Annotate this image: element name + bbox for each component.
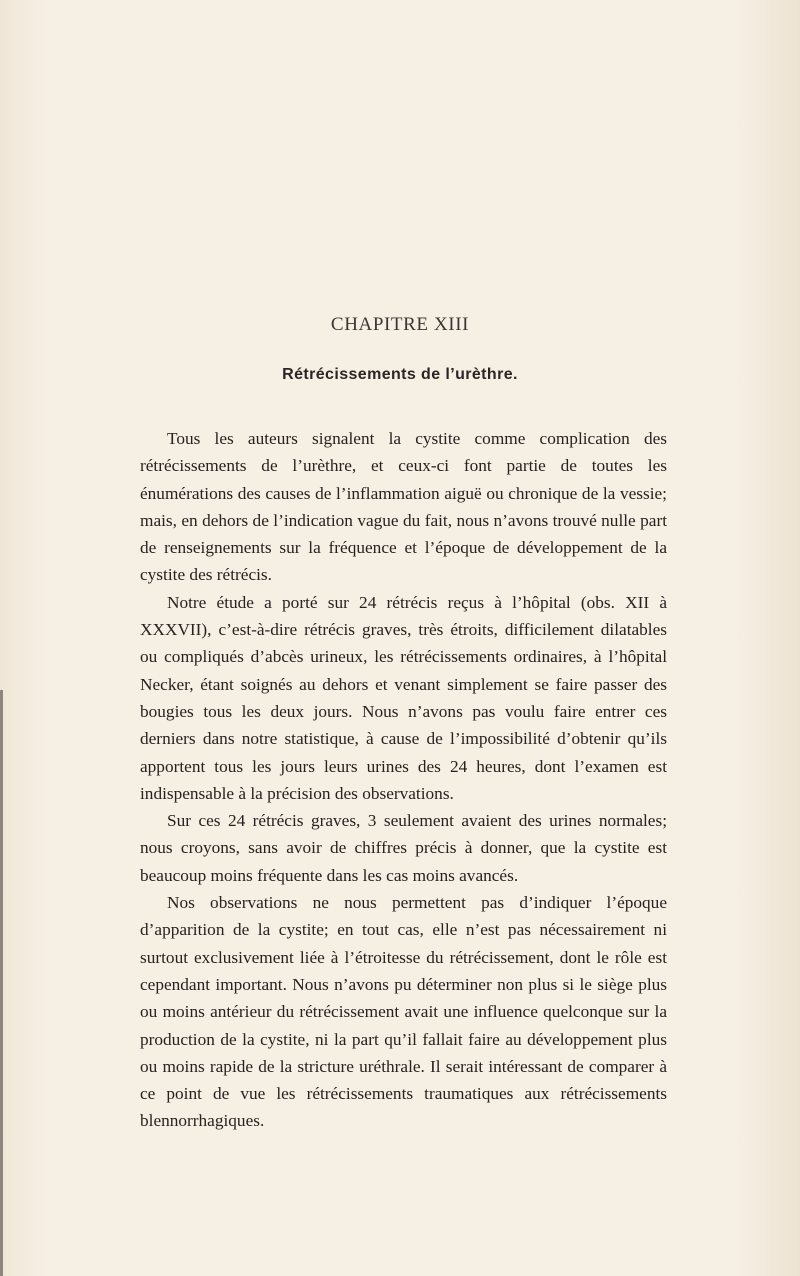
page-edge-shadow xyxy=(0,690,3,1276)
body-text xyxy=(140,425,667,1135)
paragraph-4: Nos observations ne nous permettent pas d’indiquer l’époque d’apparition de la cystite; en tout cas, elle n’est pas nécessairement ni surtout exclusivement liée à l’étroitesse du rétrécissement, dont le rôle est cependant important. Nous n’avons pu déterminer non plus si le siège plus ou moins antérieur du rétrécissement avait une influence quelconque sur la production de la cystite, ni la part qu’il fallait faire au développement plus ou moins rapide de la stricture uréthrale. Il serait intéressant de comparer à ce point de vue les rétrécissements traumatiques aux rétrécissements blennorrhagiques. xyxy=(140,893,667,1131)
paragraph-1: Tous les auteurs signalent la cystite comme complication des rétrécissements de l’urèthre, et ceux-ci font partie de toutes les énumérations des causes de l’inflammation aiguë ou chronique de la vessie; mais, en dehors de l’indication vague du fait, nous n’avons trouvé nulle part de renseignements sur la fréquence et l’époque de développement de la cystite des rétrécis. xyxy=(140,429,667,585)
section-title: Rétrécissements de l’urèthre. xyxy=(282,366,518,383)
paragraph-3: Sur ces 24 rétrécis graves, 3 seulement avaient des urines normales; nous croyons, sans avoir de chiffres précis à donner, que la cystite est beaucoup moins fréquente dans les cas moins avancés. xyxy=(140,811,667,885)
paragraph-2: Notre étude a porté sur 24 rétrécis reçus à l’hôpital (obs. XII à XXXVII), c’est-à-dire rétrécis graves, très étroits, difficilement dilatables ou compliqués d’abcès urineux, les rétrécissements ordinaires, à l’hôpital Necker, étant soignés au dehors et venant simplement se faire passer des bougies tous les deux jours. Nous n’avons pas voulu faire entrer ces derniers dans notre statistique, à cause de l’impossibilité d’obtenir qu’ils apportent tous les jours leurs urines des 24 heures, dont l’examen est indispensable à la précision des observations. xyxy=(140,592,667,803)
chapter-title: CHAPITRE XIII xyxy=(330,314,470,335)
